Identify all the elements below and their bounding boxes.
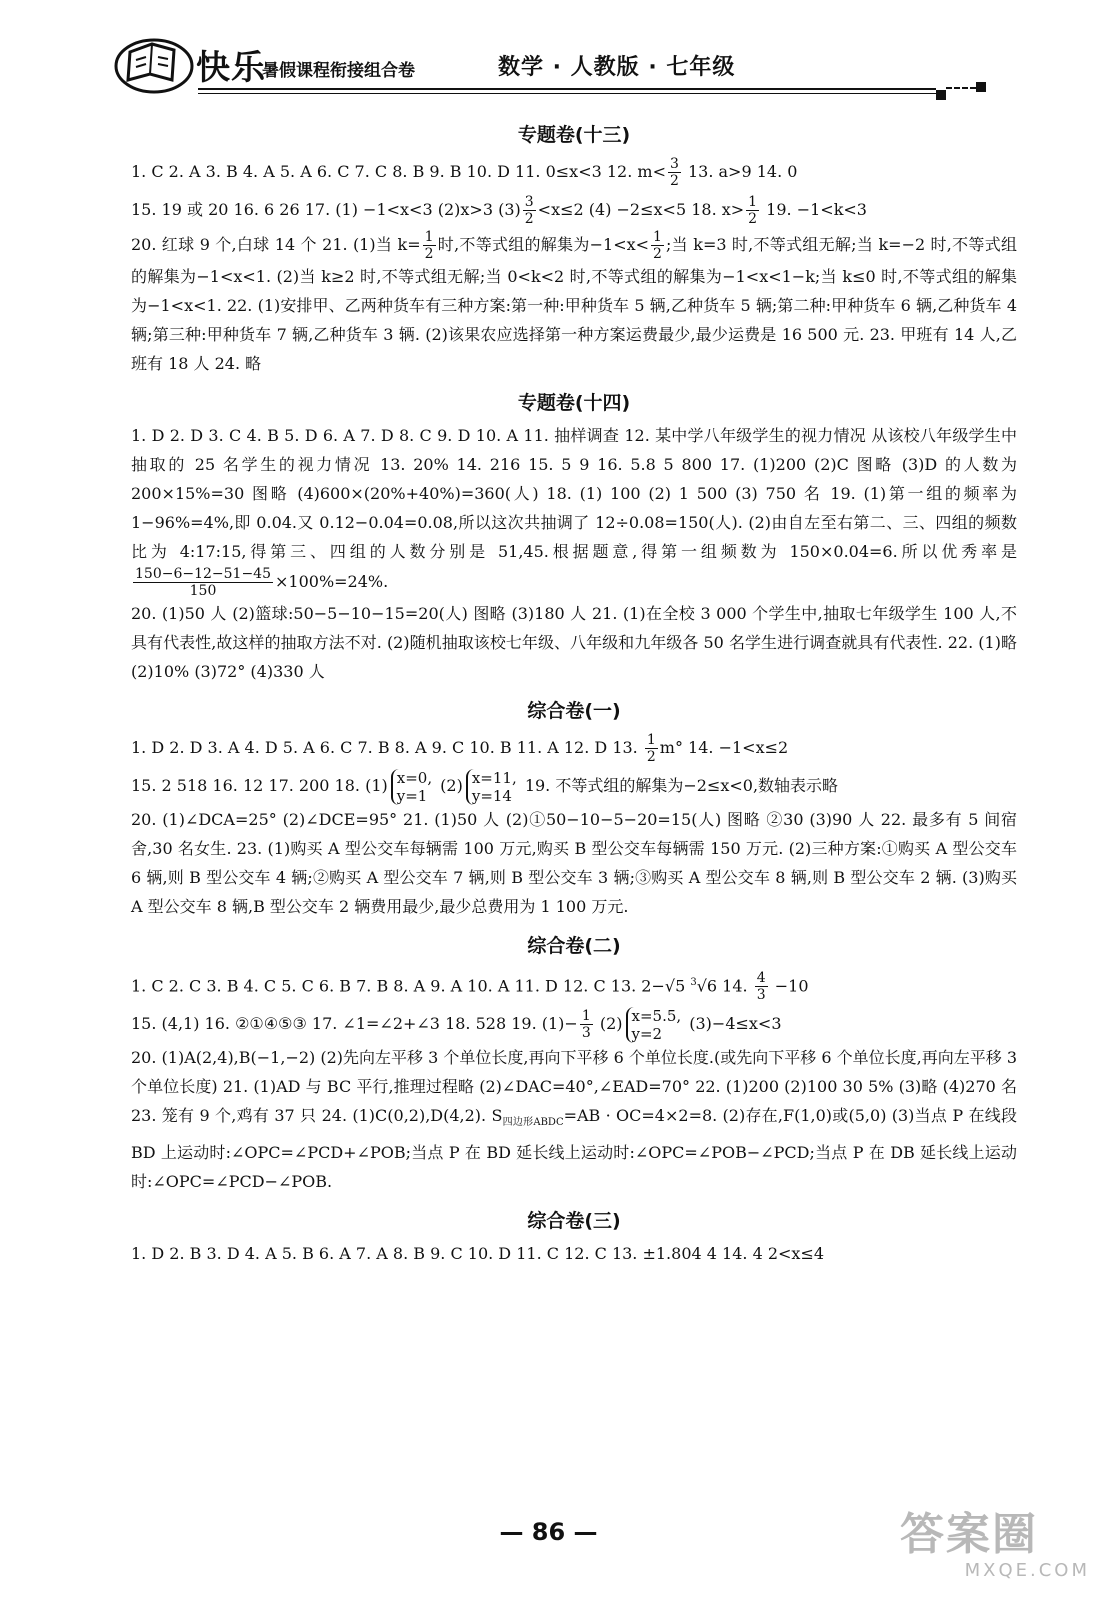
fraction: $\frac{1}{2}$ [646,732,656,765]
answer-text: ×100%=24%. [275,572,389,591]
fraction: $\frac{1}{2}$ [748,194,758,227]
answer-content [131,110,1017,1268]
answer-text: 20. (1)50 人 (2)篮球:50−5−10−15=20(人) 图略 (3)180 人 21. (1)在全校 3 000 个学生中,抽取七年级学生 100 人,不具有代表性,故这样的抽取方法不对. (2)随机抽取该校七年级、八年级和九年级各 50 名学生进行调查就具有代表性. 22. (1)略 (2)10% (3)72° (4)330 人 [131,604,1017,681]
answer-text: 1. C 2. C 3. B 4. C 5. C 6. B 7. B 8. A 9. A 10. A 11. D 12. C 13. 2−√5 [131,976,691,996]
fraction: $\frac{1}{3}$ [581,1008,591,1042]
answer-paragraph [131,1043,1017,1195]
header-dash-ornament [946,87,976,89]
answer-text: (2) [435,776,463,795]
header-square-ornament [936,90,946,100]
answer-text: 1. D 2. B 3. D 4. A 5. B 6. A 7. A 8. B 9. C 10. D 11. C 12. C 13. ±1.804 4 14. 4 2<x≤4 [131,1243,825,1263]
equation-system: x=0, y=1 [391,769,432,805]
answer-text: ;当 k=3 时,不等式组无解;当 k=−2 时,不等式组的解集为−1<x<1. (2)当 k≥2 时,不等式组无解;当 0<k<2 时,不等式组的解集为−1<x<1−k;当 k≤0 时,不等式组的解集为−1<x<1. 22. (1)安排甲、乙两种货车有三种方案:第一种:甲种货车 5 辆,乙种货车 5 辆;第二种:甲种货车 6 辆,乙种货车 4 辆;第三种:甲种货车 7 辆,乙种货车 3 辆. (2)该果农应选择第一种方案运费最少,最少运费是 16 500 元. 23. 甲班有 14 人,乙班有 18 人 24. 略 [131,235,1017,373]
fraction: $\frac{3}{2}$ [524,194,534,227]
answer-text: (3)−4≤x<3 [684,1014,782,1034]
answer-text: 时,不等式组的解集为−1<x< [437,235,650,254]
answer-paragraph [131,421,1017,599]
answer-paragraph [131,767,1017,805]
answer-text: 19. −1<k<3 [761,200,867,219]
answer-paragraph [131,964,1017,1005]
answer-text: −10 [769,976,809,996]
header-square-ornament-right [976,82,986,92]
answer-text: 15. 2 518 16. 12 17. 200 18. (1) [131,776,388,795]
answer-text: (2) [594,1014,623,1034]
answer-text: 1. C 2. A 3. B 4. A 5. A 6. C 7. C 8. B 9. B 10. D 11. 0≤x<3 12. m< [131,162,666,181]
fraction: $\frac{1}{2}$ [424,229,434,262]
section-title: 综合卷(二) [527,935,621,957]
fraction: $\frac{1}{2}$ [653,229,662,262]
answer-text: 19. 不等式组的解集为−2≤x<0,数轴表示略 [519,776,839,795]
fraction: $\frac{3}{2}$ [669,156,679,189]
answer-text: 14. [717,976,753,996]
answer-paragraph [131,191,1017,229]
site-watermark [900,1510,1090,1590]
answer-text: =AB · OC=4×2=8. (2)存在,F(1,0)或(5,0) (3)当点 P 在线段 BD 上运动时:∠OPC=∠PCD+∠POB;当点 P 在 BD 延长线上运动时:∠OPC=∠POB−∠PCD;当点 P 在 DB 延长线上运动时:∠OPC=∠PCD−∠POB. [131,1106,1017,1191]
fraction: $\frac{150-6-12-51-45}{150}$ [135,566,271,599]
answer-text: 15. (4,1) 16. ②①④⑤③ 17. ∠1=∠2+∠3 18. 528 19. (1)− [131,1014,578,1034]
brand-title: 快乐 [196,48,266,88]
subject-label: 数学 · 人教版 · 七年级 [498,55,736,80]
page-number: — 86 — [499,1518,598,1546]
answer-text: 20. (1)∠DCA=25° (2)∠DCE=95° 21. (1)50 人 (2)①50−10−5−20=15(人) 图略 ②30 (3)90 人 22. 最多有 5 间宿舍,30 名女生. 23. (1)购买 A 型公交车每辆需 100 万元,购买 B 型公交车每辆需 150 万元. (2)三种方案:①购买 A 型公交车 6 辆,则 B 型公交车 4 辆;②购买 A 型公交车 7 辆,则 B 型公交车 3 辆;③购买 A 型公交车 8 辆,则 B 型公交车 2 辆. (3)购买 A 型公交车 8 辆,B 型公交车 2 辆费用最少,最少总费用为 1 100 万元. [131,810,1017,916]
header-rule [198,88,936,90]
subscript: 四边形ABDC [502,1117,564,1129]
answer-paragraph [131,599,1017,686]
page-header [0,0,1097,110]
section-title: 专题卷(十三) [517,124,631,146]
answer-text: 13. a>9 14. 0 [682,162,798,181]
answer-text: 15. 19 或 20 16. 6 26 17. (1) −1<x<3 (2)x>3 (3) [131,200,521,219]
cube-root-body: √6 [696,976,718,996]
answer-paragraph [131,1239,1017,1268]
answer-text: 1. D 2. D 3. A 4. D 5. A 6. C 7. B 8. A 9. C 10. B 11. A 12. D 13. [131,738,643,757]
section-title: 综合卷(三) [527,1209,621,1232]
answer-paragraph [131,729,1017,767]
header-rule-thin [198,93,936,94]
answer-text: 20. (1)A(2,4),B(−1,−2) (2)先向左平移 3 个单位长度,再向下平移 6 个单位长度.(或先向下平移 6 个单位长度,再向左平移 3 个单位长度) 21. (1)AD 与 BC 平行,推理过程略 (2)∠DAC=40°,∠EAD=70° 22. (1)200 (2)100 30 5% (3)略 (4)270 名 23. 笼有 9 个,鸡有 37 只 24. (1)C(0,2),D(4,2). S [131,1048,1017,1126]
equation-system: x=11, y=14 [466,769,517,805]
answer-text: m° 14. −1<x≤2 [659,738,789,757]
answer-text: <x≤2 (4) −2≤x<5 18. x> [537,200,745,219]
fraction: $\frac{4}{3}$ [756,970,766,1004]
answer-paragraph [131,805,1017,921]
section-title: 专题卷(十四) [517,392,631,414]
brand-subtitle: 暑假课程衔接组合卷 [262,61,415,81]
cube-root-index: 3 [690,977,697,988]
answer-text: 20. 红球 9 个,白球 14 个 21. (1)当 k= [131,235,421,254]
answer-text: 1. D 2. D 3. C 4. B 5. D 6. A 7. D 8. C 9. D 10. A 11. 抽样调查 12. 某中学八年级学生的视力情况 从该校八年级学生中抽取的 25 名学生的视力情况 13. 20% 14. 216 15. 5 9 16. 5.8 5 800 17. (1)200 (2)C 图略 (3)D 的人数为 200×15%=30 图略 (4)600×(20%+40%)=360(人) 18. (1) 100 (2) 1 500 (3) 750 名 19. (1)第一组的频率为 1−96%=4%,即 0.04.又 0.12−0.04=0.08,所以这次共抽调了 12÷0.08=150(人). (2)由自左至右第二、三、四组的频数比为 4:17:15,得第三、四组的人数分别是 51,45.根据题意,得第一组频数为 150×0.04=6.所以优秀率是 [131,426,1017,561]
section-title: 综合卷(一) [527,700,621,722]
watermark-title: 答案圈 [900,1509,1038,1560]
equation-system: x=5.5, y=2 [626,1007,682,1043]
answer-paragraph [131,153,1017,191]
book-logo-icon [112,30,202,96]
answer-paragraph [131,229,1017,378]
watermark-url: MXQE.COM [964,1560,1090,1581]
answer-paragraph [131,1005,1017,1043]
